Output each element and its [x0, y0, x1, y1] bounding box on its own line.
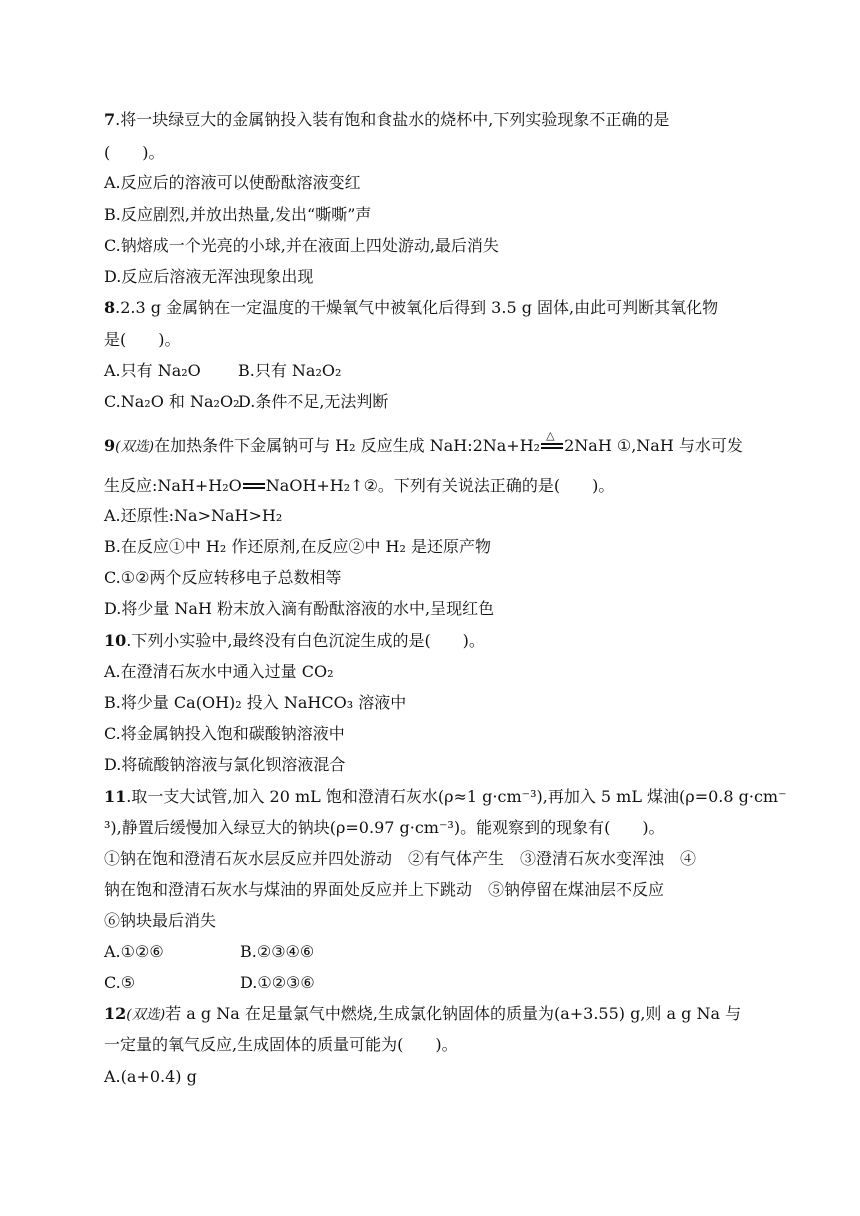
q9-option-c: C.①②两个反应转移电子总数相等	[104, 568, 342, 587]
q11-line5: ⑥钠块最后消失	[104, 911, 217, 930]
q10-number: 10	[104, 631, 127, 650]
q9-stem-line2	[104, 475, 614, 497]
q10-stem	[104, 630, 485, 652]
q12-line1: 若 a g Na 在足量氯气中燃烧,生成氯化钠固体的质量为(a+3.55) g,则 a g Na 与	[165, 1004, 742, 1023]
q12-line2: 一定量的氧气反应,生成固体的质量可能为( )。	[104, 1035, 458, 1054]
q8-stem-text: .2.3 g 金属钠在一定温度的干燥氧气中被氧化后得到 3.5 g 固体,由此可判断其氧化物	[115, 298, 719, 317]
q7-option-d: D.反应后溶液无浑浊现象出现	[104, 267, 314, 286]
q7-option-c: C.钠熔成一个光亮的小球,并在液面上四处游动,最后消失	[104, 236, 499, 255]
q11-number: 11	[104, 787, 127, 806]
q12-tag: (双选)	[126, 1007, 166, 1023]
q11-line2: ³),静置后缓慢加入绿豆大的钠块(ρ=0.97 g·cm⁻³)。能观察到的现象有( )。	[104, 818, 665, 837]
q7-number: 7	[104, 110, 116, 129]
q9-line2-a: 生反应:NaH+H₂O	[104, 476, 242, 495]
q8-option-d: D.条件不足,无法判断	[238, 392, 389, 411]
q11-line3: ①钠在饱和澄清石灰水层反应并四处游动 ②有气体产生 ③澄清石灰水变浑浊 ④	[104, 849, 697, 868]
q9-stem	[104, 429, 743, 458]
q8-options-row1	[104, 360, 341, 382]
heat-equals-sign	[541, 429, 563, 451]
q11-stem	[104, 786, 787, 808]
q8-stem	[104, 297, 718, 319]
q11-line1: .取一支大试管,加入 20 mL 饱和澄清石灰水(ρ≈1 g·cm⁻³),再加入 5 mL 煤油(ρ=0.8 g·cm⁻	[126, 787, 787, 806]
q12-stem	[104, 1003, 741, 1026]
q8-option-a: A.只有 Na₂O	[104, 361, 201, 380]
q10-option-d: D.将硫酸钠溶液与氯化钡溶液混合	[104, 755, 346, 774]
q7-stem	[104, 109, 669, 131]
q12-option-a: A.(a+0.4) g	[104, 1067, 197, 1086]
q10-stem-text: .下列小实验中,最终没有白色沉淀生成的是( )。	[126, 631, 485, 650]
q7-option-a: A.反应后的溶液可以使酚酞溶液变红	[104, 173, 361, 192]
q11-options-row1	[104, 941, 314, 963]
q9-tag: (双选)	[115, 439, 155, 455]
q11-option-a: A.①②⑥	[104, 942, 164, 961]
q9-option-d: D.将少量 NaH 粉末放入滴有酚酞溶液的水中,呈现红色	[104, 599, 495, 618]
q8-option-c: C.Na₂O 和 Na₂O₂	[104, 392, 240, 411]
q8-number: 8	[104, 298, 116, 317]
q9-option-a: A.还原性:Na>NaH>H₂	[104, 506, 283, 525]
q11-line4: 钠在饱和澄清石灰水与煤油的界面处反应并上下跳动 ⑤钠停留在煤油层不反应	[104, 880, 665, 899]
q9-line2-b: NaOH+H₂↑②。下列有关说法正确的是( )。	[265, 476, 615, 495]
q10-option-b: B.将少量 Ca(OH)₂ 投入 NaHCO₃ 溶液中	[104, 693, 407, 712]
q8-options-row2	[104, 391, 388, 413]
q9-number: 9	[104, 436, 116, 455]
q9-stem-text-a: 在加热条件下金属钠可与 H₂ 反应生成 NaH:2Na+H₂	[154, 436, 541, 455]
q11-options-row2	[104, 972, 315, 994]
q10-option-c: C.将金属钠投入饱和碳酸钠溶液中	[104, 724, 345, 743]
q8-option-b: B.只有 Na₂O₂	[238, 361, 342, 380]
q8-stem-cont: 是( )。	[104, 330, 181, 349]
q12-number: 12	[104, 1004, 127, 1023]
q7-stem-text: .将一块绿豆大的金属钠投入装有饱和食盐水的烧杯中,下列实验现象不正确的是	[115, 110, 670, 129]
heat-triangle-icon: △	[546, 429, 555, 442]
q9-stem-text-b: 2NaH ①,NaH 与水可发	[564, 436, 743, 455]
q7-blank: ( )。	[104, 143, 165, 162]
q9-option-b: B.在反应①中 H₂ 作还原剂,在反应②中 H₂ 是还原产物	[104, 537, 492, 556]
q10-option-a: A.在澄清石灰水中通入过量 CO₂	[104, 662, 334, 681]
q11-option-d: D.①②③⑥	[240, 973, 315, 992]
q11-option-b: B.②③④⑥	[240, 942, 315, 961]
equals-sign	[243, 479, 265, 491]
q7-option-b: B.反应剧烈,并放出热量,发出“嘶嘶”声	[104, 205, 372, 224]
q11-option-c: C.⑤	[104, 973, 136, 992]
